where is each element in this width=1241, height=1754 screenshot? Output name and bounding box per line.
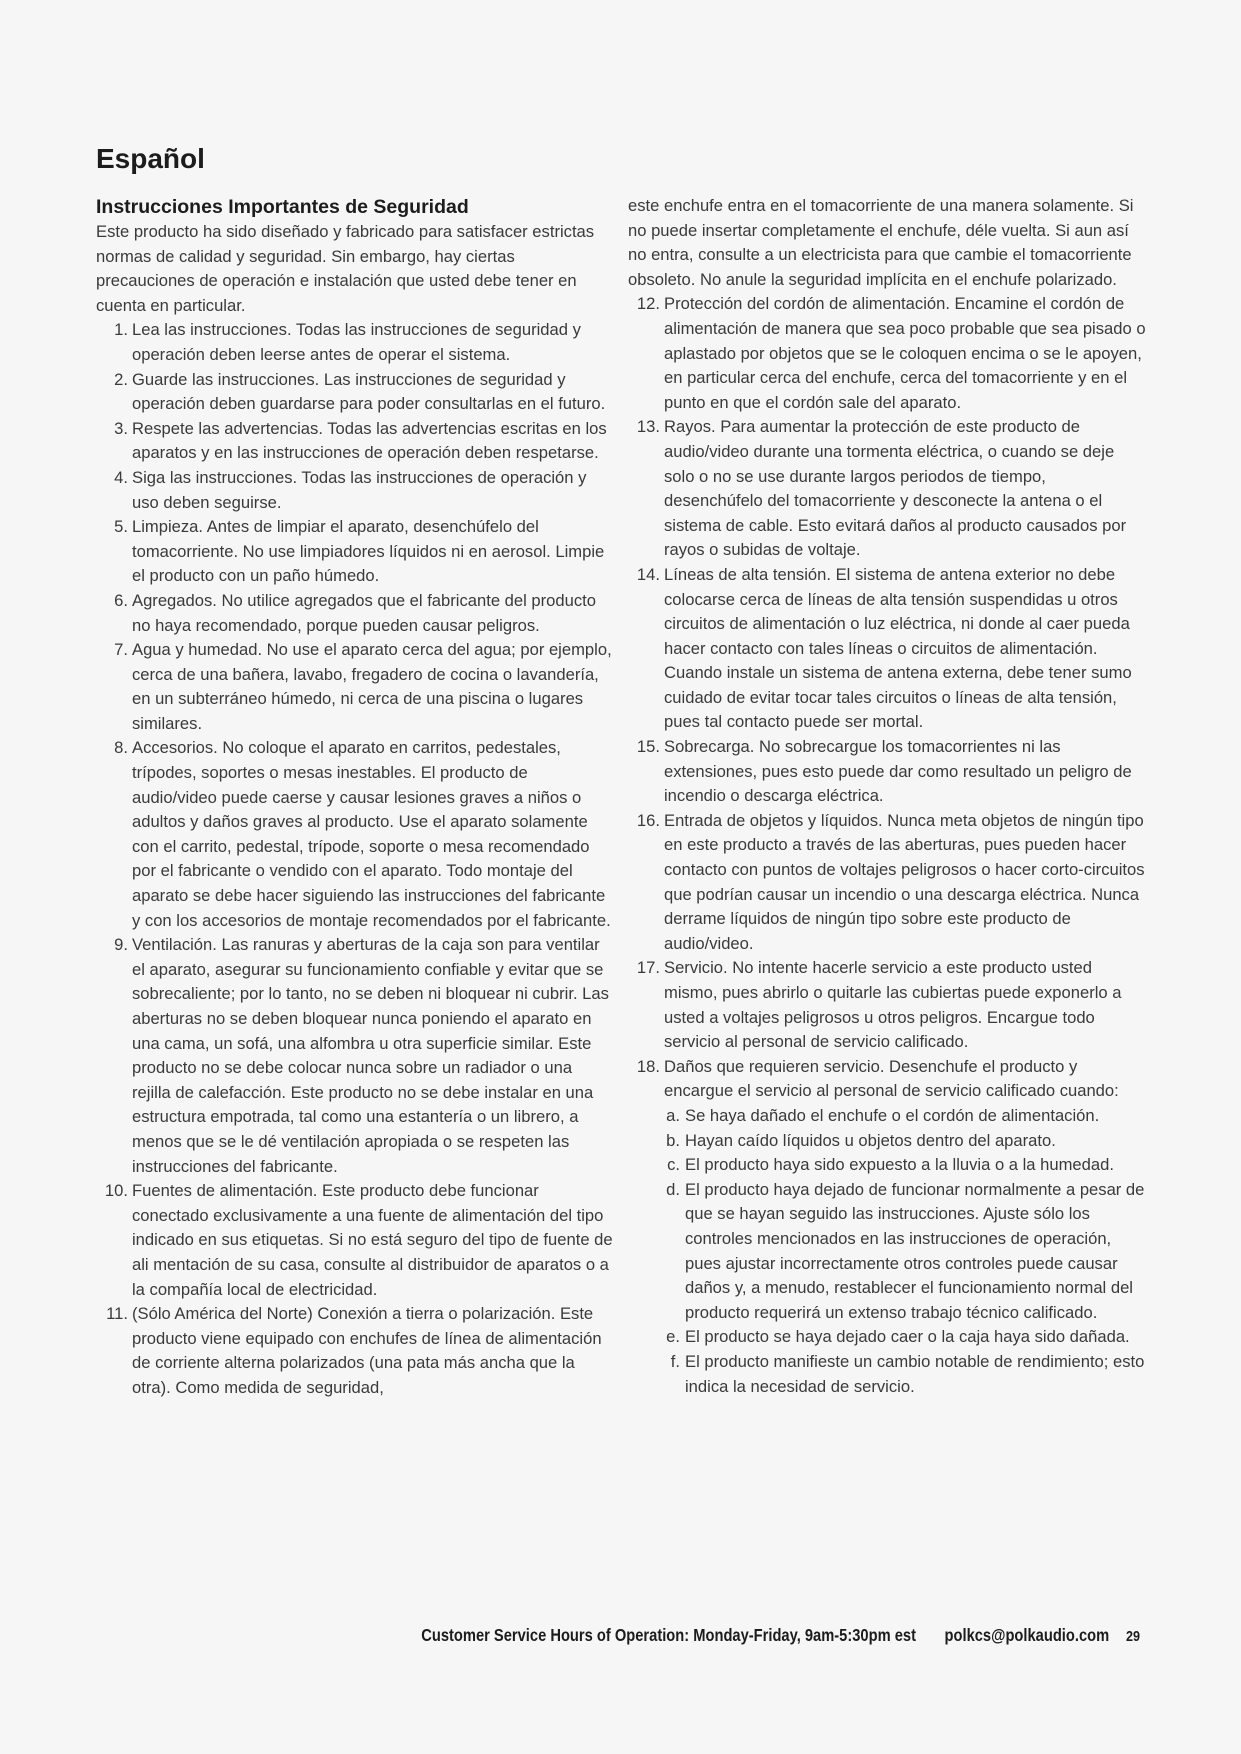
item-number: 17. — [636, 958, 660, 978]
item-text: Siga las instrucciones. Todas las instrucciones de operación y uso deben seguirse. — [132, 467, 587, 512]
sub-list-item — [660, 1325, 1148, 1350]
item-text: Lea las instrucciones. Todas las instrucciones de seguridad y operación deben leerse antes de operar el sistema. — [132, 320, 581, 364]
sub-item-text: El producto haya sido expuesto a la lluvia o a la humedad. — [685, 1155, 1114, 1175]
list-item — [96, 1302, 614, 1400]
item-number: 13. — [636, 417, 660, 437]
list-item — [96, 1179, 614, 1302]
section-title: Instrucciones Importantes de Seguridad — [96, 196, 469, 218]
item-number: 5. — [114, 517, 128, 537]
item-number: 11. — [106, 1304, 128, 1324]
sub-item-letter: c. — [667, 1155, 680, 1175]
item-number: 10. — [104, 1181, 128, 1201]
sub-item-text: Hayan caído líquidos u objetos dentro del aparato. — [685, 1130, 1056, 1150]
sub-list-item — [660, 1178, 1148, 1326]
list-item — [628, 735, 1148, 809]
list-item — [628, 956, 1148, 1054]
item-number: 2. — [114, 369, 128, 389]
item-text: Entrada de objetos y líquidos. Nunca meta objetos de ningún tipo en este producto a través de las aberturas, pues pueden hacer contacto con puntos de voltajes peligrosos o hacer corto-circuitos que podrían causar un incendio o una descarga eléctrica. Nunca derrame líquidos de ningún tipo sobre este producto de audio/video. — [664, 810, 1145, 953]
item-text: Daños que requieren servicio. Desenchufe el producto y encargue el servicio al personal de servicio calificado cuando: — [664, 1056, 1119, 1101]
list-item — [96, 638, 614, 736]
list-item — [628, 809, 1148, 957]
list-item — [628, 415, 1148, 563]
item-text: Ventilación. Las ranuras y aberturas de la caja son para ventilar el aparato, asegurar su funcionamiento confiable y evitar que se sobrecaliente; por lo tanto, no se deben ni bloquear ni cubrir. Las aberturas no se deben bloquear nunca poniendo el aparato en una cama, un sofá, una alfombra u otra superficie similar. Este producto no se debe colocar nunca sobre un radiador o una rejilla de calefacción. Este producto no se debe instalar en una estructura empotrada, tal como una estantería o un librero, a menos que se le dé ventilación apropiada o se respeten las instrucciones del fabricante. — [132, 935, 609, 1176]
page-heading: Español — [96, 143, 205, 174]
item-text: (Sólo América del Norte) Conexión a tierra o polarización. Este producto viene equipado con enchufes de línea de alimentación de corriente alterna polarizados (una pata más ancha que la otra). Como medida de seguridad, — [132, 1304, 602, 1397]
sub-item-letter: b. — [666, 1130, 680, 1150]
item-text: Accesorios. No coloque el aparato en carritos, pedestales, trípodes, soportes o mesas inestables. El producto de audio/video puede caerse y causar lesiones graves a niños o adultos y daños graves al producto. Use el aparato solamente con el carrito, pedestal, trípode, soporte o mesa recomendado por el fabricante o vendido con el aparato. Todo montaje del aparato se debe hacer siguiendo las instrucciones del fabricante y con los accesorios de montaje recomendados por el fabricante. — [132, 738, 611, 930]
list-item — [96, 736, 614, 933]
sub-item-letter: f. — [670, 1351, 680, 1371]
sub-list-item — [660, 1153, 1148, 1178]
list-item — [628, 1055, 1148, 1104]
item-number: 6. — [114, 590, 128, 610]
list-item — [628, 563, 1148, 735]
intro-paragraph: Este producto ha sido diseñado y fabricado para satisfacer estrictas normas de calidad y seguridad. Sin embargo, hay ciertas precauciones de operación e instalación que usted debe tener en cuenta en particular. — [96, 222, 595, 315]
sub-item-text: Se haya dañado el enchufe o el cordón de alimentación. — [685, 1105, 1100, 1125]
sub-list-item — [660, 1104, 1148, 1129]
item-number: 16. — [636, 810, 660, 830]
item-text: Servicio. No intente hacerle servicio a este producto usted mismo, pues abrirlo o quitarle las cubiertas puede exponerlo a usted a voltajes peligrosos u otros peligros. Encargue todo servicio al personal de servicio calificado. — [664, 958, 1122, 1052]
item-text: Sobrecarga. No sobrecargue los tomacorrientes ni las extensiones, pues esto puede dar como resultado un peligro de incendio o descarga eléctrica. — [664, 737, 1132, 806]
list-item — [96, 515, 614, 589]
item-number: 7. — [114, 640, 128, 660]
item-text: Agua y humedad. No use el aparato cerca del agua; por ejemplo, cerca de una bañera, lavabo, fregadero de cocina o lavandería, en un subterráneo húmedo, ni cerca de una piscina o lugares similares. — [132, 640, 612, 733]
sub-item-text: El producto se haya dejado caer o la caja haya sido dañada. — [685, 1327, 1130, 1347]
item-number: 4. — [114, 467, 128, 487]
sub-list-item — [660, 1129, 1148, 1154]
list-item — [96, 318, 614, 367]
left-column — [96, 194, 614, 1401]
item-text: Fuentes de alimentación. Este producto debe funcionar conectado exclusivamente a una fuente de alimentación del tipo indicado en sus etiquetas. Si no está seguro del tipo de fuente de ali mentación de su casa, consulte al distribuidor de aparatos o a la compañía local de electricidad. — [132, 1181, 613, 1299]
list-item — [96, 589, 614, 638]
page-footer — [182, 1625, 1140, 1646]
list-item — [96, 368, 614, 417]
item-number: 18. — [636, 1056, 660, 1076]
sub-item-text: El producto manifieste un cambio notable de rendimiento; esto indica la necesidad de servicio. — [685, 1351, 1145, 1396]
item-number: 12. — [636, 294, 660, 314]
right-column — [628, 194, 1148, 1399]
service-hours: Customer Service Hours of Operation: Monday-Friday, 9am-5:30pm est — [421, 1625, 916, 1645]
sub-item-text: El producto haya dejado de funcionar normalmente a pesar de que se hayan seguido las instrucciones. Ajuste sólo los controles mencionados en las instrucciones de operación, pues ajustar incorrectamente otros controles puede causar daños y, a menudo, restablecer el funcionamiento normal del producto requerirá un extenso trabajo técnico calificado. — [685, 1179, 1145, 1322]
item-text: Agregados. No utilice agregados que el fabricante del producto no haya recomendado, porque pueden causar peligros. — [132, 590, 597, 635]
item-text: Limpieza. Antes de limpiar el aparato, desenchúfelo del tomacorriente. No use limpiadores líquidos ni en aerosol. Limpie el producto con un paño húmedo. — [132, 517, 605, 586]
item-text: Respete las advertencias. Todas las advertencias escritas en los aparatos y en las instrucciones de operación deben respetarse. — [132, 418, 607, 463]
item-number: 9. — [114, 935, 128, 955]
item-text: Líneas de alta tensión. El sistema de antena exterior no debe colocarse cerca de líneas de alta tensión suspendidas u otros circuitos de alimentación o luz eléctrica, ni donde al caer pueda hacer contacto con tales líneas o circuitos de alimentación. Cuando instale un sistema de antena externa, debe tener sumo cuidado de evitar tocar tales circuitos o líneas de alta tensión, pues tal contacto puede ser mortal. — [664, 564, 1132, 732]
item-text: Guarde las instrucciones. Las instrucciones de seguridad y operación deben guardarse para poder consultarlas en el futuro. — [132, 369, 606, 414]
support-email[interactable]: polkcs@polkaudio.com — [944, 1625, 1110, 1645]
list-item — [96, 466, 614, 515]
item-number: 15. — [636, 737, 660, 757]
sub-list-item — [660, 1350, 1148, 1399]
item-number: 8. — [114, 738, 128, 758]
item-11-continuation: este enchufe entra en el tomacorriente de una manera solamente. Si no puede insertar completamente el enchufe, déle vuelta. Si aun así no entra, consulte a un electricista para que cambie el tomacorriente obsoleto. No anule la seguridad implícita en el enchufe polarizado. — [628, 196, 1134, 289]
item-text: Protección del cordón de alimentación. Encamine el cordón de alimentación de manera que sea poco probable que sea pisado o aplastado por objetos que se le coloquen encima o se le apoyen, en particular cerca del enchufe, cerca del tomacorriente y en el punto en que el cordón sale del aparato. — [664, 294, 1146, 412]
item-text: Rayos. Para aumentar la protección de este producto de audio/video durante una tormenta eléctrica, o cuando se deje solo o no se use durante largos periodos de tiempo, desenchúfelo del tomacorriente y desconecte la antena o el sistema de cable. Esto evitará daños al producto causados por rayos o subidas de voltaje. — [664, 417, 1127, 560]
sub-item-letter: a. — [666, 1105, 680, 1125]
list-item — [96, 933, 614, 1179]
list-item — [628, 292, 1148, 415]
list-item — [96, 417, 614, 466]
page-number: 29 — [1125, 1628, 1140, 1645]
item-number: 1. — [114, 320, 128, 340]
item-number: 14. — [636, 564, 660, 584]
item-number: 3. — [114, 418, 128, 438]
sub-item-letter: d. — [666, 1179, 680, 1199]
sub-item-letter: e. — [666, 1327, 680, 1347]
